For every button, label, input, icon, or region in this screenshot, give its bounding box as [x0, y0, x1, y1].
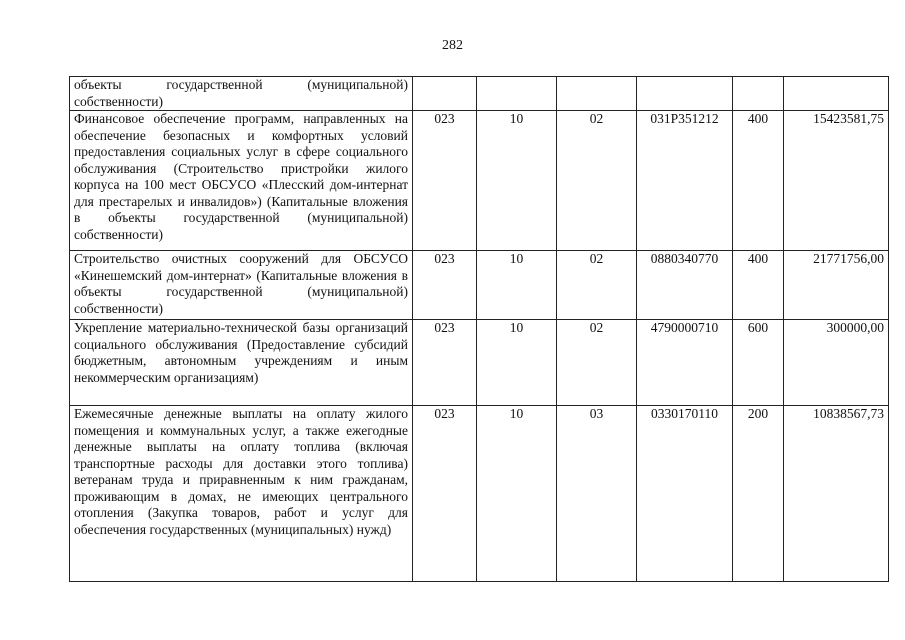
row-ministry-code: 023	[413, 406, 477, 582]
table-row	[70, 406, 889, 582]
row-section-code: 10	[477, 251, 557, 320]
table-row	[70, 320, 889, 406]
row-ministry-code: 023	[413, 111, 477, 251]
row-subsection-code: 02	[557, 320, 637, 406]
row-description: Ежемесячные денежные выплаты на оплату жилого помещения и коммунальных услуг, а также ежегодные денежные выплаты на оплату топлива (включая транспортные расходы для доставки этого топлива) ветеранам труда и приравненным к ним гражданам, проживающим в домах, не имеющих центрального отопления (Закупка товаров, работ и услуг для обеспечения государственных (муниципальных) нужд)	[70, 406, 413, 582]
table-row	[70, 111, 889, 251]
row-ministry-code: 023	[413, 320, 477, 406]
table-row	[70, 251, 889, 320]
row-target-article: 031P351212	[637, 111, 733, 251]
page-number: 282	[442, 38, 463, 53]
row-amount: 10838567,73	[784, 406, 889, 582]
row-expense-type	[733, 77, 784, 111]
row-amount: 15423581,75	[784, 111, 889, 251]
row-target-article: 4790000710	[637, 320, 733, 406]
row-section-code: 10	[477, 406, 557, 582]
budget-table	[69, 76, 889, 582]
row-section-code: 10	[477, 111, 557, 251]
row-target-article: 0330170110	[637, 406, 733, 582]
row-subsection-code: 02	[557, 251, 637, 320]
row-amount: 300000,00	[784, 320, 889, 406]
row-description: Укрепление материально-технической базы организаций социального обслуживания (Предоставление субсидий бюджетным, автономным учреждениям и иным некоммерческим организациям)	[70, 320, 413, 406]
row-description: Строительство очистных сооружений для ОБСУСО «Кинешемский дом-интернат» (Капитальные вложения в объекты государственной (муниципальной) собственности)	[70, 251, 413, 320]
row-expense-type: 200	[733, 406, 784, 582]
row-amount	[784, 77, 889, 111]
row-target-article	[637, 77, 733, 111]
row-expense-type: 400	[733, 251, 784, 320]
row-ministry-code: 023	[413, 251, 477, 320]
row-section-code: 10	[477, 320, 557, 406]
row-description: объекты государственной (муниципальной) собственности)	[70, 77, 413, 111]
row-expense-type: 600	[733, 320, 784, 406]
row-target-article: 0880340770	[637, 251, 733, 320]
row-subsection-code: 03	[557, 406, 637, 582]
row-subsection-code	[557, 77, 637, 111]
row-amount: 21771756,00	[784, 251, 889, 320]
row-section-code	[477, 77, 557, 111]
row-description: Финансовое обеспечение программ, направленных на обеспечение безопасных и комфортных условий предоставления социальных услуг в сфере социального обслуживания (Строительство пристройки жилого корпуса на 100 мест ОБСУСО «Плесский дом-интернат для престарелых и инвалидов») (Капитальные вложения в объекты государственной (муниципальной) собственности)	[70, 111, 413, 251]
row-expense-type: 400	[733, 111, 784, 251]
table-row	[70, 77, 889, 111]
row-ministry-code	[413, 77, 477, 111]
row-subsection-code: 02	[557, 111, 637, 251]
